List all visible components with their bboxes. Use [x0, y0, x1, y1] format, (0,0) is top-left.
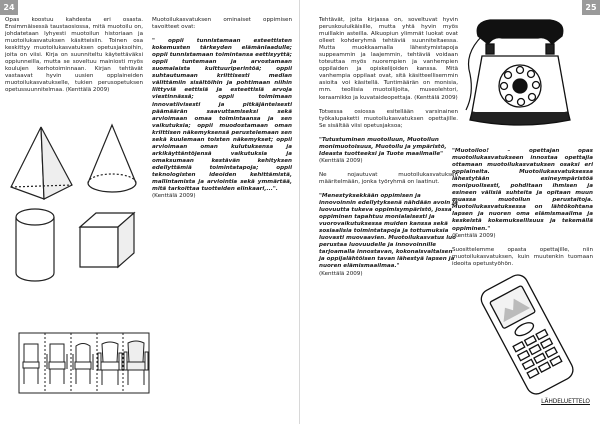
rotary-dial [499, 65, 541, 107]
left-page [0, 0, 299, 424]
page-number-right: 25 [582, 0, 600, 15]
pyramid-shape [11, 127, 72, 199]
objectives-intro: Muotoilukasvatuksen ominaiset oppimisen tavoitteet ovat: [152, 17, 292, 31]
guide-citation: (Kenttälä 2009) [452, 232, 496, 239]
page-number-left: 24 [0, 0, 18, 15]
cone-shape [88, 125, 136, 192]
toolkit-paragraph: Totsessa osiossa esitellään varsinainen työkalupaketti muotoilukasvatuksen opettajille. Se sisältää viisi opetusjaksoa; [319, 108, 458, 129]
tasks-paragraph: Tehtävät, joita kirjassa on, soveltuvat hyvin peruskouluikäisille, mutta yhtä hyvin myös muillakin asteilla. Alkuopiun ylimmät luokat ovat olleet kohderyhmä tehtäviä suunniteltaessa. Mutta muokkaamalla lähestymistapoja suppeammin ja laajemmin, tehtäviä voidaan toteuttaa myös nuorempien ja vanhempien oppilaiden ja opiskelijoiden kanssa. Mitä vanhempia oppilaat ovat, sitä käsitteellisemmin asioita voi käsitellä. Tuntimäärän on monisia, mm. teollisia muotoilijoita, museolehtori, keraamikko ja kuvataideopettaja. (Kenttälä 2009) [319, 17, 458, 101]
right-column-2 [452, 148, 593, 275]
left-column-2 [152, 17, 292, 207]
cube-shape [80, 213, 134, 267]
telephone-handset [477, 20, 563, 44]
objectives-quote: " oppii tunnistamaan esteettisten kokemusten tärkeyden elämänlaadulle; oppii tunnistamaan toimintansa eettisyyttä; oppii tuntemaan ja arvostamaan suomalaista kulttuuriperintöä; oppii suhtautumaan kriittisesti median välittämiin sisältöihin ja pohtimaan niihin liittyviä eettisiä ja esteettisiä arvoja viestinnässä; oppii toimimaan innovatiivisesti ja pitkäjänteisesti päämäärän saavuttamiseksi sekä arvioimaan omaa toimintaansa ja sen vaikutuksia; oppii muodostamaan oman kriittisen näkemyksensä perustelemaan sen sekä kuulemaan toisten näkemykset; oppii arvioimaan oman kulutuksensa ja arkikäyttäntöjensä vaikutuksia ja omaksumaan kestävän kehityksen edellyttämiä toimintatapoja; oppii teknologisten ideoiden kehittämistä, mallintamista ja arviointia sekä ymmärtää, mitä tarkoittaa tuotteiden elinkaari,...". [152, 38, 292, 193]
recommendation-paragraph: Suosittelemme opasta opettajille, niin muotoilukasvatuksen, kuin muutenkin tuomaan ideoita opetustyöhön. [452, 246, 593, 267]
right-column-1 [319, 17, 458, 285]
modules-citation: (Kenttälä 2009) [319, 157, 363, 164]
references-link[interactable]: LÄHDELUETTELO [541, 399, 590, 405]
mobile-phone-illustration [472, 272, 584, 396]
definition-quote: "Menestyksekkään oppimisen ja innovoinnin edellytyksenä nähdään avoin ja luovuutta tukeva oppimisympäristö, jossa oppiminen tapahtuu monialaisesti ja vuorovaikutuksessa muiden kanssa sekä sosiaalisia toimintatapoja ja tottumuksia luovasti muovaavien. Muotoilukasvatus luo perustaa luovuudelle ja innovoinnille tarjoamalla innostavan, kokonaisvaltaisen ja oppijalähtöisen tavan lähestyä lapsen ja nuoren elämismaailmaa." [319, 192, 458, 270]
right-page [300, 0, 600, 424]
cylinder-shape [16, 209, 54, 281]
chair-design-strip [18, 330, 150, 396]
definition-citation: (Kenttälä 2009) [319, 270, 363, 277]
telephone-illustration [460, 14, 590, 146]
geometric-shapes-illustration [8, 115, 146, 290]
objectives-citation: (Kenttälä 2009) [152, 193, 196, 200]
guide-quote: "Muotoiloo! – opettajan opas muotoilukasvatukseen innostaa opettajia ottamaan muotoilukasvatuksen osaksi eri oppiaineita. Muotoilukasvatuksessa lähestytään esineympäristöä monipuolisesti, pohditaan ihmisen ja esineen välisiä suhteita ja opitaan muun muassa muotoilun perustaitoja. Muotoilukasvatuksessa on lähtökohtana lapsen ja nuoren oma elämismaailma ja keskeistä kokemuksellisuus ja tekemällä oppiminen." [452, 148, 593, 232]
modules-quote: "Tutustuminen muotoiluun, Muotoilun monimuotoisuus, Muotoilu ja ympäristö, Ideasta tuotteeksi ja Tuote maailmalle" [319, 136, 447, 157]
definition-paragraph: Ne nojautuvat muotoilukasvatuksen määritelmään, jonka työryhmä on laatinut. [319, 171, 458, 185]
left-column-1 [5, 17, 143, 102]
intro-paragraph: Opas koostuu kahdesta eri osasta. Ensimmäisessä taustaosiossa, mitä muotoilu on, johdatetaan lyhyesti muotoilun historiaan ja muotoilukasvatuksen käsitteisiin. Toinen osa keskittyy muotoilukasvatuksen opetusjaksoihin, joita on viisi. Kirja on suunniteltu käytettäväksi oppiunneilla, mutta se soveltuu mainiosti myös koulujen kerhotoiminnaan. Kirjan tehtävät vastaavat hyvin uusien opplaineiden muotoilukasvatukselle, tukien perusopetuksen opetussuunnitelmaa. (Kenttälä 2009) [5, 17, 143, 94]
